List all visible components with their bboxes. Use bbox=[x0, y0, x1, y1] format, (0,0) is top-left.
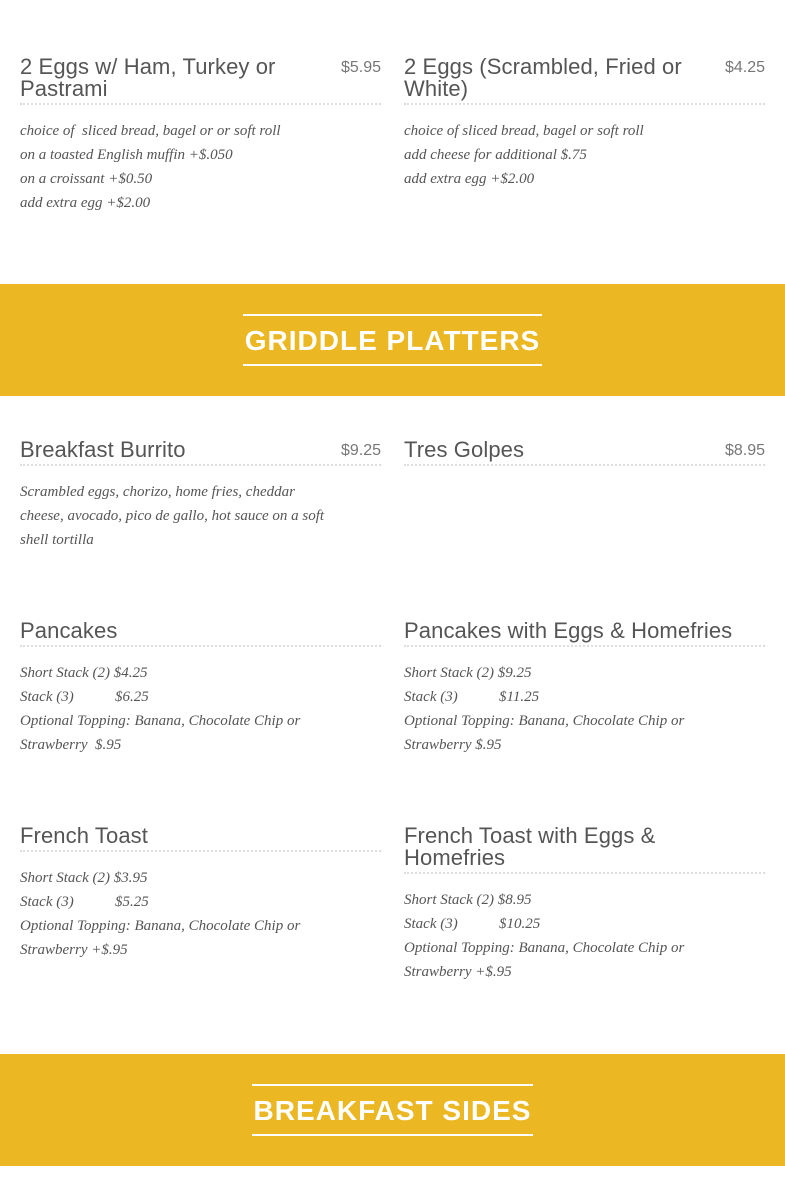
description-line: Stack (3) $6.25 bbox=[20, 689, 149, 705]
item-name: 2 Eggs w/ Ham, Turkey or Pastrami bbox=[20, 54, 276, 101]
menu-item-pancakes bbox=[20, 620, 381, 757]
menu-item-breakfast-burrito bbox=[20, 439, 381, 552]
item-description bbox=[20, 480, 381, 552]
item-header bbox=[404, 620, 765, 647]
description-line: cheese, avocado, pico de gallo, hot sauce on a soft bbox=[20, 508, 325, 524]
item-name: French Toast bbox=[20, 823, 148, 848]
item-price: $4.25 bbox=[724, 59, 765, 76]
item-description bbox=[20, 119, 381, 215]
item-header bbox=[404, 439, 765, 466]
griddle-row-3 bbox=[20, 825, 765, 984]
description-line: Strawberry +$.95 bbox=[404, 964, 512, 980]
description-line: Strawberry $.95 bbox=[404, 737, 502, 753]
item-name: Pancakes bbox=[20, 618, 118, 643]
item-price: $9.25 bbox=[340, 442, 381, 459]
description-line: add cheese for additional $.75 bbox=[404, 147, 587, 163]
description-line: add extra egg +$2.00 bbox=[20, 195, 151, 211]
description-line: on a croissant +$0.50 bbox=[20, 171, 153, 187]
item-name: French Toast with Eggs & Homefries bbox=[404, 823, 656, 870]
item-header bbox=[404, 825, 765, 874]
description-line: Short Stack (2) $3.95 bbox=[20, 870, 148, 886]
item-description bbox=[20, 661, 381, 757]
description-line: choice of sliced bread, bagel or soft roll bbox=[404, 123, 644, 139]
menu-item-eggs-scrambled bbox=[404, 56, 765, 215]
item-name: Pancakes with Eggs & Homefries bbox=[404, 618, 733, 643]
griddle-row-2 bbox=[20, 620, 765, 757]
section-header-breakfast-sides bbox=[0, 1054, 785, 1166]
item-price: $5.95 bbox=[340, 59, 381, 76]
item-header bbox=[20, 825, 381, 852]
griddle-row-1 bbox=[20, 439, 765, 552]
description-line: add extra egg +$2.00 bbox=[404, 171, 535, 187]
item-name: Tres Golpes bbox=[404, 437, 525, 462]
description-line: Optional Topping: Banana, Chocolate Chip or bbox=[20, 918, 301, 934]
section-header-griddle-platters bbox=[0, 284, 785, 396]
item-header bbox=[20, 56, 381, 105]
description-line: Short Stack (2) $9.25 bbox=[404, 665, 532, 681]
item-price: $8.95 bbox=[724, 442, 765, 459]
item-name: Breakfast Burrito bbox=[20, 437, 186, 462]
description-line: Strawberry $.95 bbox=[20, 737, 122, 753]
description-line: Optional Topping: Banana, Chocolate Chip or bbox=[20, 713, 301, 729]
item-description bbox=[20, 866, 381, 962]
item-header bbox=[20, 439, 381, 466]
description-line: choice of sliced bread, bagel or or soft roll bbox=[20, 123, 281, 139]
description-line: Scrambled eggs, chorizo, home fries, cheddar bbox=[20, 484, 295, 500]
menu-item-french-toast bbox=[20, 825, 381, 984]
item-description bbox=[404, 119, 765, 191]
description-line: Optional Topping: Banana, Chocolate Chip or bbox=[404, 940, 685, 956]
menu-item-french-toast-eggs-homefries bbox=[404, 825, 765, 984]
item-header bbox=[404, 56, 765, 105]
description-line: Short Stack (2) $8.95 bbox=[404, 892, 532, 908]
menu-item-pancakes-eggs-homefries bbox=[404, 620, 765, 757]
description-line: Stack (3) $5.25 bbox=[20, 894, 149, 910]
item-description bbox=[404, 661, 765, 757]
description-line: Strawberry +$.95 bbox=[20, 942, 128, 958]
section-title: GRIDDLE PLATTERS bbox=[243, 314, 542, 366]
section-title: BREAKFAST SIDES bbox=[252, 1084, 534, 1136]
description-line: on a toasted English muffin +$.050 bbox=[20, 147, 233, 163]
description-line: shell tortilla bbox=[20, 532, 94, 548]
eggs-row bbox=[20, 56, 765, 215]
item-header bbox=[20, 620, 381, 647]
item-description bbox=[404, 888, 765, 984]
description-line: Optional Topping: Banana, Chocolate Chip or bbox=[404, 713, 685, 729]
menu-item-eggs-ham bbox=[20, 56, 381, 215]
description-line: Stack (3) $11.25 bbox=[404, 689, 540, 705]
description-line: Stack (3) $10.25 bbox=[404, 916, 541, 932]
description-line: Short Stack (2) $4.25 bbox=[20, 665, 148, 681]
item-name: 2 Eggs (Scrambled, Fried or White) bbox=[404, 54, 682, 101]
menu-item-tres-golpes bbox=[404, 439, 765, 552]
